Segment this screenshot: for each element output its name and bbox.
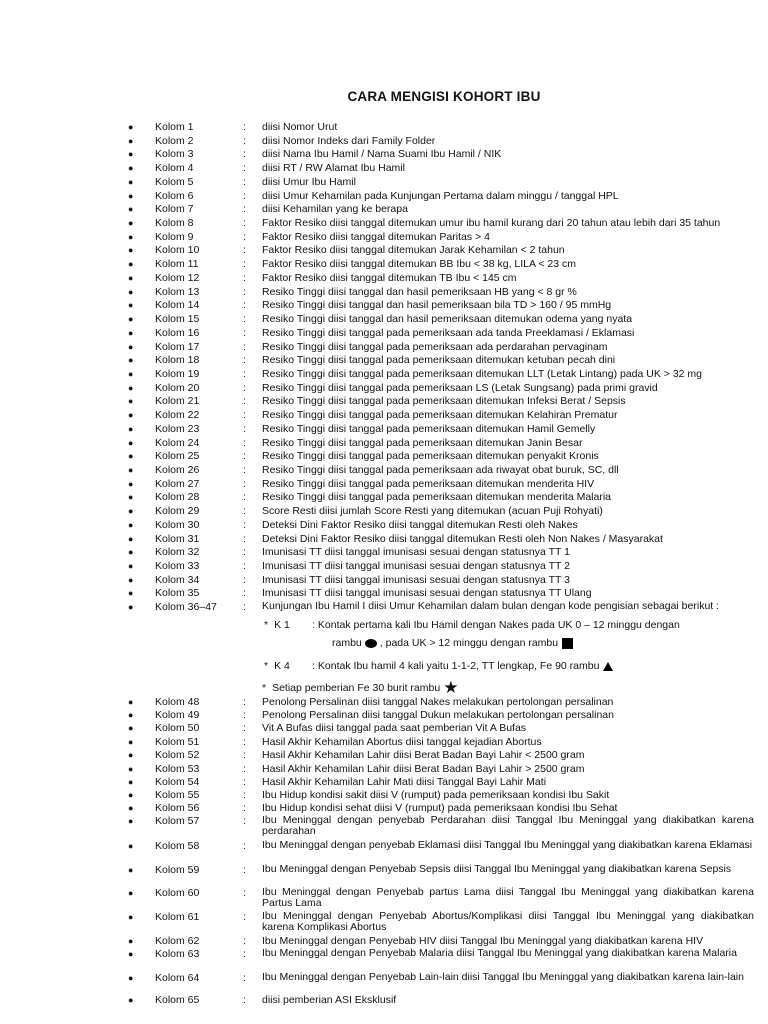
kolom-label: Kolom 50 (155, 722, 200, 734)
kolom-description: Hasil Akhir Kehamilan Abortus diisi tanggal kejadian Abortus (262, 736, 542, 748)
kolom-label: Kolom 10 (155, 244, 200, 256)
kolom-label: Kolom 63 (155, 948, 200, 960)
bullet-icon: ● (128, 136, 134, 146)
kolom-row (0, 368, 768, 382)
colon-separator: : (243, 935, 246, 947)
kolom-description: Faktor Resiko diisi tanggal ditemukan umur ibu hamil kurang dari 20 tahun atau lebih dari 35 tahun (262, 217, 721, 229)
kolom-description: Imunisasi TT diisi tanggal imunisasi sesuai dengan statusnya TT 3 (262, 574, 570, 586)
kolom-label: Kolom 5 (155, 176, 194, 188)
colon-separator: : (243, 244, 246, 256)
kolom-label: Kolom 26 (155, 464, 200, 476)
bullet-icon: ● (128, 588, 134, 598)
colon-separator: : (243, 121, 246, 133)
kolom-label: Kolom 8 (155, 217, 194, 229)
kolom-label: Kolom 18 (155, 354, 200, 366)
kolom-description: Ibu Meninggal dengan Penyebab HIV diisi Tanggal Ibu Meninggal yang diakibatkan karena HIV (262, 935, 704, 947)
bullet-icon: ● (128, 383, 134, 393)
bullet-icon: ● (128, 479, 134, 489)
kolom-label: Kolom 24 (155, 437, 200, 449)
kolom-description: Resiko Tinggi diisi tanggal pada pemeriksaan ditemukan ketuban pecah dini (262, 354, 616, 366)
bullet-icon: ● (128, 995, 134, 1005)
bullet-icon: ● (128, 396, 134, 406)
kolom-description: Resiko Tinggi diisi tanggal dan hasil pemeriksaan ditemukan odema yang nyata (262, 313, 633, 325)
kolom-row (0, 763, 768, 777)
colon-separator: : (243, 478, 246, 490)
bullet-icon: ● (128, 204, 134, 214)
kolom-description: Imunisasi TT diisi tanggal imunisasi sesuai dengan statusnya TT 2 (262, 560, 570, 572)
kolom-row (0, 203, 768, 217)
colon-separator: : (243, 423, 246, 435)
bullet-icon: ● (128, 816, 134, 826)
bullet-icon: ● (128, 355, 134, 365)
bullet-icon: ● (128, 723, 134, 733)
colon-separator: : (243, 231, 246, 243)
bullet-icon: ● (128, 888, 134, 898)
kolom-row (0, 948, 768, 972)
bullet-icon: ● (128, 314, 134, 324)
colon-separator: : (243, 972, 246, 984)
kolom-label: Kolom 28 (155, 491, 200, 503)
bullet-icon: ● (128, 575, 134, 585)
colon-separator: : (243, 368, 246, 380)
colon-separator: : (243, 176, 246, 188)
bullet-icon: ● (128, 949, 134, 959)
bullet-icon: ● (128, 547, 134, 557)
bullet-icon: ● (128, 451, 134, 461)
colon-separator: : (243, 395, 246, 407)
kolom-row (0, 478, 768, 492)
kolom-row (0, 491, 768, 505)
k1-line2: rambu , pada UK > 12 minggu dengan rambu (332, 637, 573, 650)
kolom-description: Faktor Resiko diisi tanggal ditemukan BB Ibu < 38 kg, LILA < 23 cm (262, 258, 577, 270)
kolom-row (0, 840, 768, 864)
kolom-label: Kolom 58 (155, 840, 200, 852)
kolom-description: Ibu Hidup kondisi sakit diisi V (rumput) pada pemeriksaan kondisi Ibu Sakit (262, 789, 610, 801)
kolom-row (0, 395, 768, 409)
colon-separator: : (243, 437, 246, 449)
kolom-description: Kunjungan Ibu Hamil I diisi Umur Kehamilan dalam bulan dengan kode pengisian sebagai berikut : (262, 600, 720, 612)
kolom-description: diisi Nomor Indeks dari Family Folder (262, 135, 436, 147)
colon-separator: : (243, 190, 246, 202)
k4-line: * K 4 : Kontak Ibu hamil 4 kali yaitu 1-1-2, TT lengkap, Fe 90 rambu (264, 660, 613, 673)
star-icon: ★ (443, 678, 459, 697)
colon-separator: : (243, 354, 246, 366)
bullet-icon: ● (128, 973, 134, 983)
kolom-label: Kolom 2 (155, 135, 194, 147)
kolom-label: Kolom 36–47 (155, 601, 217, 613)
colon-separator: : (243, 736, 246, 748)
colon-separator: : (243, 546, 246, 558)
kolom-label: Kolom 64 (155, 972, 200, 984)
bullet-icon: ● (128, 122, 134, 132)
kolom-row (0, 519, 768, 533)
kolom-description: Hasil Akhir Kehamilan Lahir diisi Berat Badan Bayi Lahir < 2500 gram (262, 749, 585, 761)
kolom-label: Kolom 1 (155, 121, 194, 133)
kolom-row (0, 148, 768, 162)
kolom-label: Kolom 34 (155, 574, 200, 586)
kolom-row (0, 437, 768, 451)
colon-separator: : (243, 162, 246, 174)
bullet-icon: ● (128, 790, 134, 800)
kolom-label: Kolom 31 (155, 533, 200, 545)
kolom-description: Resiko Tinggi diisi tanggal pada pemeriksaan ditemukan menderita HIV (262, 478, 595, 490)
colon-separator: : (243, 258, 246, 270)
kolom-label: Kolom 32 (155, 546, 200, 558)
colon-separator: : (243, 948, 246, 960)
kolom-description: Hasil Akhir Kehamilan Lahir Mati diisi Tanggal Bayi Lahir Mati (262, 776, 547, 788)
colon-separator: : (243, 789, 246, 801)
kolom-description: Ibu Meninggal dengan Penyebab Abortus/Komplikasi diisi Tanggal Ibu Meninggal yang diakibatkan karena Komplikasi Abortus (262, 910, 754, 933)
kolom-row (0, 313, 768, 327)
kolom-description: Resiko Tinggi diisi tanggal pada pemeriksaan ada tanda Preeklamasi / Eklamasi (262, 327, 635, 339)
kolom-description: Resiko Tinggi diisi tanggal pada pemeriksaan ditemukan LLT (Letak Lintang) pada UK > 32 mg (262, 368, 703, 380)
colon-separator: : (243, 601, 246, 613)
bullet-icon: ● (128, 737, 134, 747)
kolom-row (0, 299, 768, 313)
kolom-description: Faktor Resiko diisi tanggal ditemukan Jarak Kehamilan < 2 tahun (262, 244, 565, 256)
colon-separator: : (243, 911, 246, 923)
kolom-label: Kolom 56 (155, 802, 200, 814)
kolom-row (0, 887, 768, 911)
kolom-description: Ibu Meninggal dengan Penyebab Malaria diisi Tanggal Ibu Meninggal yang diakibatkan karena Malaria (262, 947, 737, 959)
kolom-description: Deteksi Dini Faktor Resiko diisi tanggal ditemukan Resti oleh Nakes (262, 519, 578, 531)
kolom-label: Kolom 65 (155, 994, 200, 1006)
kolom-row (0, 464, 768, 478)
kolom-description: Faktor Resiko diisi tanggal ditemukan Paritas > 4 (262, 231, 490, 243)
kolom-label: Kolom 52 (155, 749, 200, 761)
kolom-row (0, 574, 768, 588)
kolom-label: Kolom 33 (155, 560, 200, 572)
kolom-label: Kolom 11 (155, 258, 199, 270)
kolom-description: diisi Kehamilan yang ke berapa (262, 203, 408, 215)
kolom-row (0, 696, 768, 710)
kolom-row (0, 341, 768, 355)
colon-separator: : (243, 409, 246, 421)
kolom-row (0, 327, 768, 341)
bullet-icon: ● (128, 191, 134, 201)
kolom-label: Kolom 14 (155, 299, 200, 311)
filled-circle-icon (365, 639, 377, 648)
kolom-description: diisi Nama Ibu Hamil / Nama Suami Ibu Hamil / NIK (262, 148, 502, 160)
colon-separator: : (243, 994, 246, 1006)
colon-separator: : (243, 840, 246, 852)
bullet-icon: ● (128, 841, 134, 851)
kolom-description: Ibu Meninggal dengan Penyebab Sepsis diisi Tanggal Ibu Meninggal yang diakibatkan karena Sepsis (262, 863, 732, 875)
bullet-icon: ● (128, 149, 134, 159)
kolom-description: Penolong Persalinan diisi tanggal Nakes melakukan pertolongan persalinan (262, 696, 614, 708)
kolom-row (0, 286, 768, 300)
kolom-row (0, 244, 768, 258)
kolom-row (0, 272, 768, 286)
kolom-description: diisi RT / RW Alamat Ibu Hamil (262, 162, 405, 174)
bullet-icon: ● (128, 912, 134, 922)
kolom-label: Kolom 3 (155, 148, 194, 160)
kolom-description: Resiko Tinggi diisi tanggal pada pemeriksaan ditemukan Janin Besar (262, 437, 583, 449)
bullet-icon: ● (128, 520, 134, 530)
colon-separator: : (243, 533, 246, 545)
colon-separator: : (243, 574, 246, 586)
kolom-label: Kolom 7 (155, 203, 194, 215)
kolom-description: Resiko Tinggi diisi tanggal dan hasil pemeriksaan bila TD > 160 / 95 mmHg (262, 299, 612, 311)
bullet-icon: ● (128, 750, 134, 760)
kolom-row (0, 423, 768, 437)
kolom-row (0, 749, 768, 763)
colon-separator: : (243, 709, 246, 721)
kolom-description: Score Resti diisi jumlah Score Resti yang ditemukan (acuan Puji Rohyati) (262, 505, 603, 517)
kolom-description: diisi Umur Ibu Hamil (262, 176, 356, 188)
kolom-row (0, 994, 768, 1008)
colon-separator: : (243, 464, 246, 476)
kolom-row (0, 815, 768, 839)
fe-line: * Setiap pemberian Fe 30 burit rambu ★ (262, 678, 459, 697)
bullet-icon: ● (128, 534, 134, 544)
colon-separator: : (243, 148, 246, 160)
bullet-icon: ● (128, 492, 134, 502)
colon-separator: : (243, 505, 246, 517)
colon-separator: : (243, 382, 246, 394)
bullet-icon: ● (128, 342, 134, 352)
kolom-label: Kolom 12 (155, 272, 200, 284)
kolom-row (0, 776, 768, 790)
colon-separator: : (243, 802, 246, 814)
kolom-description: Resiko Tinggi diisi tanggal pada pemeriksaan ditemukan Infeksi Berat / Sepsis (262, 395, 626, 407)
colon-separator: : (243, 560, 246, 572)
kolom-description: Resiko Tinggi diisi tanggal pada pemeriksaan ditemukan menderita Malaria (262, 491, 612, 503)
bullet-icon: ● (128, 232, 134, 242)
kolom-row (0, 258, 768, 272)
kolom-label: Kolom 19 (155, 368, 200, 380)
bullet-icon: ● (128, 710, 134, 720)
kolom-row (0, 121, 768, 135)
colon-separator: : (243, 722, 246, 734)
kolom-row (0, 354, 768, 368)
kolom-description: Imunisasi TT diisi tanggal imunisasi sesuai dengan statusnya TT 1 (262, 546, 570, 558)
kolom-label: Kolom 35 (155, 587, 200, 599)
page-title: CARA MENGISI KOHORT IBU (347, 89, 541, 104)
kolom-row (0, 505, 768, 519)
kolom-description: Resiko Tinggi diisi tanggal pada pemeriksaan LS (Letak Sungsang) pada primi gravid (262, 382, 658, 394)
colon-separator: : (243, 696, 246, 708)
kolom-label: Kolom 20 (155, 382, 200, 394)
kolom-row (0, 190, 768, 204)
kolom-description: Ibu Meninggal dengan Penyebab Lain-lain diisi Tanggal Ibu Meninggal yang diakibatkan karena lain-lain (262, 971, 744, 983)
bullet-icon: ● (128, 697, 134, 707)
colon-separator: : (243, 864, 246, 876)
bullet-icon: ● (128, 410, 134, 420)
kolom-row (0, 560, 768, 574)
kolom-label: Kolom 59 (155, 864, 200, 876)
kolom-label: Kolom 6 (155, 190, 194, 202)
colon-separator: : (243, 286, 246, 298)
kolom-label: Kolom 16 (155, 327, 200, 339)
bullet-icon: ● (128, 328, 134, 338)
colon-separator: : (243, 217, 246, 229)
colon-separator: : (243, 135, 246, 147)
kolom-description: Faktor Resiko diisi tanggal ditemukan TB Ibu < 145 cm (262, 272, 517, 284)
bullet-icon: ● (128, 465, 134, 475)
kolom-label: Kolom 13 (155, 286, 200, 298)
kolom-row (0, 231, 768, 245)
kolom-label: Kolom 30 (155, 519, 200, 531)
kolom-label: Kolom 23 (155, 423, 200, 435)
kolom-label: Kolom 55 (155, 789, 200, 801)
filled-square-icon (562, 638, 573, 649)
colon-separator: : (243, 776, 246, 788)
bullet-icon: ● (128, 561, 134, 571)
kolom-description: Ibu Meninggal dengan Penyebab partus Lama diisi Tanggal Ibu Meninggal yang diakibatkan karena Partus Lama (262, 886, 754, 909)
kolom-description: Deteksi Dini Faktor Resiko diisi tanggal ditemukan Resti oleh Non Nakes / Masyarakat (262, 533, 663, 545)
kolom-row (0, 409, 768, 423)
kolom-description: Imunisasi TT diisi tanggal imunisasi sesuai dengan statusnya TT Ulang (262, 587, 592, 599)
kolom-label: Kolom 49 (155, 709, 200, 721)
kolom-description: Resiko Tinggi diisi tanggal pada pemeriksaan ada perdarahan pervaginam (262, 341, 608, 353)
kolom-label: Kolom 60 (155, 887, 200, 899)
kolom-row (0, 911, 768, 935)
kolom-row (0, 135, 768, 149)
bullet-icon: ● (128, 259, 134, 269)
kolom-description: Resiko Tinggi diisi tanggal pada pemeriksaan ada riwayat obat buruk, SC, dll (262, 464, 619, 476)
colon-separator: : (243, 763, 246, 775)
bullet-icon: ● (128, 865, 134, 875)
kolom-description: Hasil Akhir Kehamilan Lahir diisi Berat Badan Bayi Lahir > 2500 gram (262, 763, 585, 775)
kolom-label: Kolom 9 (155, 231, 194, 243)
bullet-icon: ● (128, 273, 134, 283)
filled-triangle-icon (603, 662, 613, 671)
kolom-row (0, 450, 768, 464)
bullet-icon: ● (128, 163, 134, 173)
bullet-icon: ● (128, 764, 134, 774)
kolom-row (0, 736, 768, 750)
kolom-label: Kolom 51 (155, 736, 200, 748)
kolom-label: Kolom 27 (155, 478, 200, 490)
colon-separator: : (243, 299, 246, 311)
colon-separator: : (243, 519, 246, 531)
bullet-icon: ● (128, 506, 134, 516)
kolom-row (0, 789, 768, 803)
kolom-label: Kolom 61 (155, 911, 200, 923)
colon-separator: : (243, 587, 246, 599)
bullet-icon: ● (128, 245, 134, 255)
kolom-description: diisi Nomor Urut (262, 121, 338, 133)
kolom-row (0, 709, 768, 723)
bullet-icon: ● (128, 803, 134, 813)
k1-line1: * K 1 : Kontak pertama kali Ibu Hamil dengan Nakes pada UK 0 – 12 minggu dengan (264, 619, 680, 631)
kolom-description: Penolong Persalinan diisi tanggal Dukun melakukan pertolongan persalinan (262, 709, 614, 721)
kolom-description: Resiko Tinggi diisi tanggal pada pemeriksaan ditemukan penyakit Kronis (262, 450, 599, 462)
kolom-description: Ibu Hidup kondisi sehat diisi V (rumput) pada pemeriksaan kondisi Ibu Sehat (262, 802, 618, 814)
kolom-label: Kolom 17 (155, 341, 200, 353)
kolom-label: Kolom 48 (155, 696, 200, 708)
kolom-row (0, 864, 768, 888)
colon-separator: : (243, 341, 246, 353)
kolom-label: Kolom 15 (155, 313, 200, 325)
kolom-label: Kolom 57 (155, 815, 200, 827)
colon-separator: : (243, 450, 246, 462)
colon-separator: : (243, 313, 246, 325)
colon-separator: : (243, 491, 246, 503)
kolom-label: Kolom 22 (155, 409, 200, 421)
kolom-label: Kolom 25 (155, 450, 200, 462)
bullet-icon: ● (128, 369, 134, 379)
bullet-icon: ● (128, 177, 134, 187)
kolom-description: Resiko Tinggi diisi tanggal pada pemeriksaan ditemukan Hamil Gemelly (262, 423, 596, 435)
kolom-label: Kolom 54 (155, 776, 200, 788)
kolom-row (0, 533, 768, 547)
bullet-icon: ● (128, 424, 134, 434)
kolom-row (0, 217, 768, 231)
kolom-row (0, 722, 768, 736)
colon-separator: : (243, 815, 246, 827)
bullet-icon: ● (128, 218, 134, 228)
kolom-row (0, 162, 768, 176)
colon-separator: : (243, 749, 246, 761)
kolom-row (0, 546, 768, 560)
kolom-label: Kolom 62 (155, 935, 200, 947)
kolom-description: diisi pemberian ASI Eksklusif (262, 994, 397, 1006)
kolom-description: Resiko Tinggi diisi tanggal dan hasil pemeriksaan HB yang < 8 gr % (262, 286, 577, 298)
kolom-description: Ibu Meninggal dengan penyebab Perdarahan diisi Tanggal Ibu Meninggal yang diakibatkan karena perdarahan (262, 814, 754, 837)
kolom-label: Kolom 29 (155, 505, 200, 517)
kolom-label: Kolom 53 (155, 763, 200, 775)
kolom-row (0, 972, 768, 996)
colon-separator: : (243, 327, 246, 339)
kolom-row (0, 382, 768, 396)
colon-separator: : (243, 203, 246, 215)
bullet-icon: ● (128, 438, 134, 448)
kolom-description: Vit A Bufas diisi tanggal pada saat pemberian Vit A Bufas (262, 722, 527, 734)
kolom-label: Kolom 4 (155, 162, 194, 174)
kolom-label: Kolom 21 (155, 395, 200, 407)
bullet-icon: ● (128, 602, 134, 612)
bullet-icon: ● (128, 300, 134, 310)
kolom-row (0, 587, 768, 601)
bullet-icon: ● (128, 777, 134, 787)
kolom-description: diisi Umur Kehamilan pada Kunjungan Pertama dalam minggu / tanggal HPL (262, 190, 619, 202)
kolom-row (0, 176, 768, 190)
colon-separator: : (243, 272, 246, 284)
bullet-icon: ● (128, 936, 134, 946)
kolom-description: Resiko Tinggi diisi tanggal pada pemeriksaan ditemukan Kelahiran Prematur (262, 409, 618, 421)
colon-separator: : (243, 887, 246, 899)
bullet-icon: ● (128, 287, 134, 297)
kolom-description: Ibu Meninggal dengan penyebab Eklamasi diisi Tanggal Ibu Meninggal yang diakibatkan karena Eklamasi (262, 839, 753, 851)
